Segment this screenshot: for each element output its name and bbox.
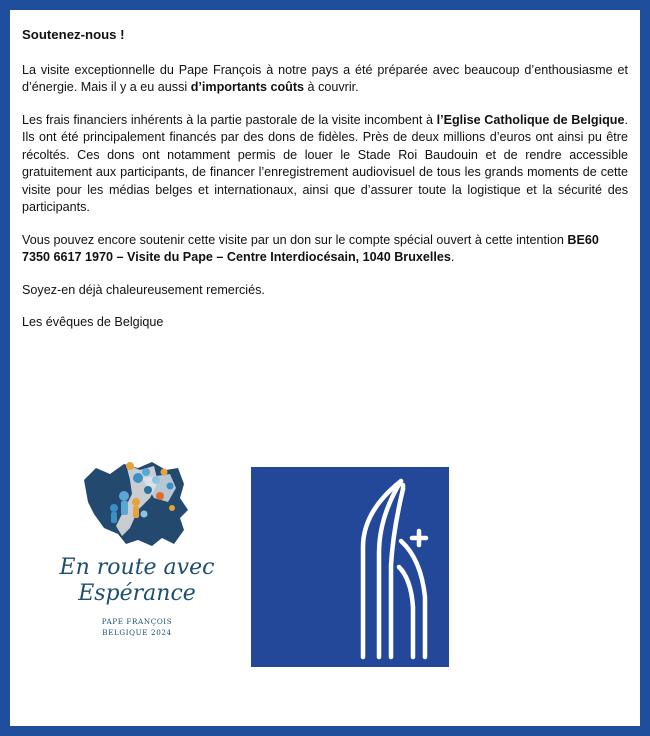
paragraph-donation-end: . xyxy=(450,250,455,264)
logo-subtitle-line2: BELGIQUE 2024 xyxy=(102,628,172,637)
logo-title-line1: En route avec xyxy=(59,555,215,580)
logo-subtitle-line1: PAPE FRANÇOIS xyxy=(101,617,173,626)
en-route-logo xyxy=(52,458,222,648)
logo-subtitle xyxy=(52,616,222,638)
church-logo xyxy=(251,467,449,667)
logo-title-line2: Espérance xyxy=(78,581,196,606)
paragraph-intro-end: à couvrir. xyxy=(304,80,359,94)
letter-heading: Soutenez-nous ! xyxy=(22,27,125,42)
church-cross-icon xyxy=(251,467,449,667)
signature: Les évêques de Belgique xyxy=(22,315,164,329)
paragraph-intro-text: La visite exceptionnelle du Pape François à notre pays a été préparée avec beaucoup d’enthousiasme et d’énergie. Mais il y a eu aussi xyxy=(22,62,628,94)
costs-emphasis: d’importants coûts xyxy=(190,80,305,94)
paragraph-costs-start: Les frais financiers inhérents à la partie pastorale de la visite incombent à xyxy=(22,112,437,127)
logo-title xyxy=(52,555,222,607)
paragraph-intro xyxy=(22,62,628,97)
bank-account: BE60 7350 6617 1970 – Visite du Pape – Centre Interdiocésain, 1040 Bruxelles xyxy=(22,232,599,264)
paragraph-donation-text: Vous pouvez encore soutenir cette visite par un don sur le compte spécial ouvert à cette intention xyxy=(22,232,568,247)
paragraph-costs-text: . Ils ont été principalement financés par des dons de fidèles. Près de deux millions d’euros ont ainsi pu être récoltés. Ces dons ont notamment permis de louer le Stade Roi Baudouin et de rendre accessible gratuitement aux participants, de financer l’enregistrement audiovisuel de tous les grands moments de cette visite pour les médias belges et internationaux, ainsi que d’assurer toute la logistique et la sécurité des participants. xyxy=(22,112,628,214)
church-name-emphasis: l’Eglise Catholique de Belgique xyxy=(436,112,625,127)
letter-body xyxy=(22,26,628,347)
paragraph-thanks: Soyez-en déjà chaleureusement remerciés. xyxy=(22,282,265,297)
belgium-map-people-icon xyxy=(80,458,192,553)
paragraph-donation xyxy=(22,232,628,267)
paragraph-costs xyxy=(22,112,628,217)
